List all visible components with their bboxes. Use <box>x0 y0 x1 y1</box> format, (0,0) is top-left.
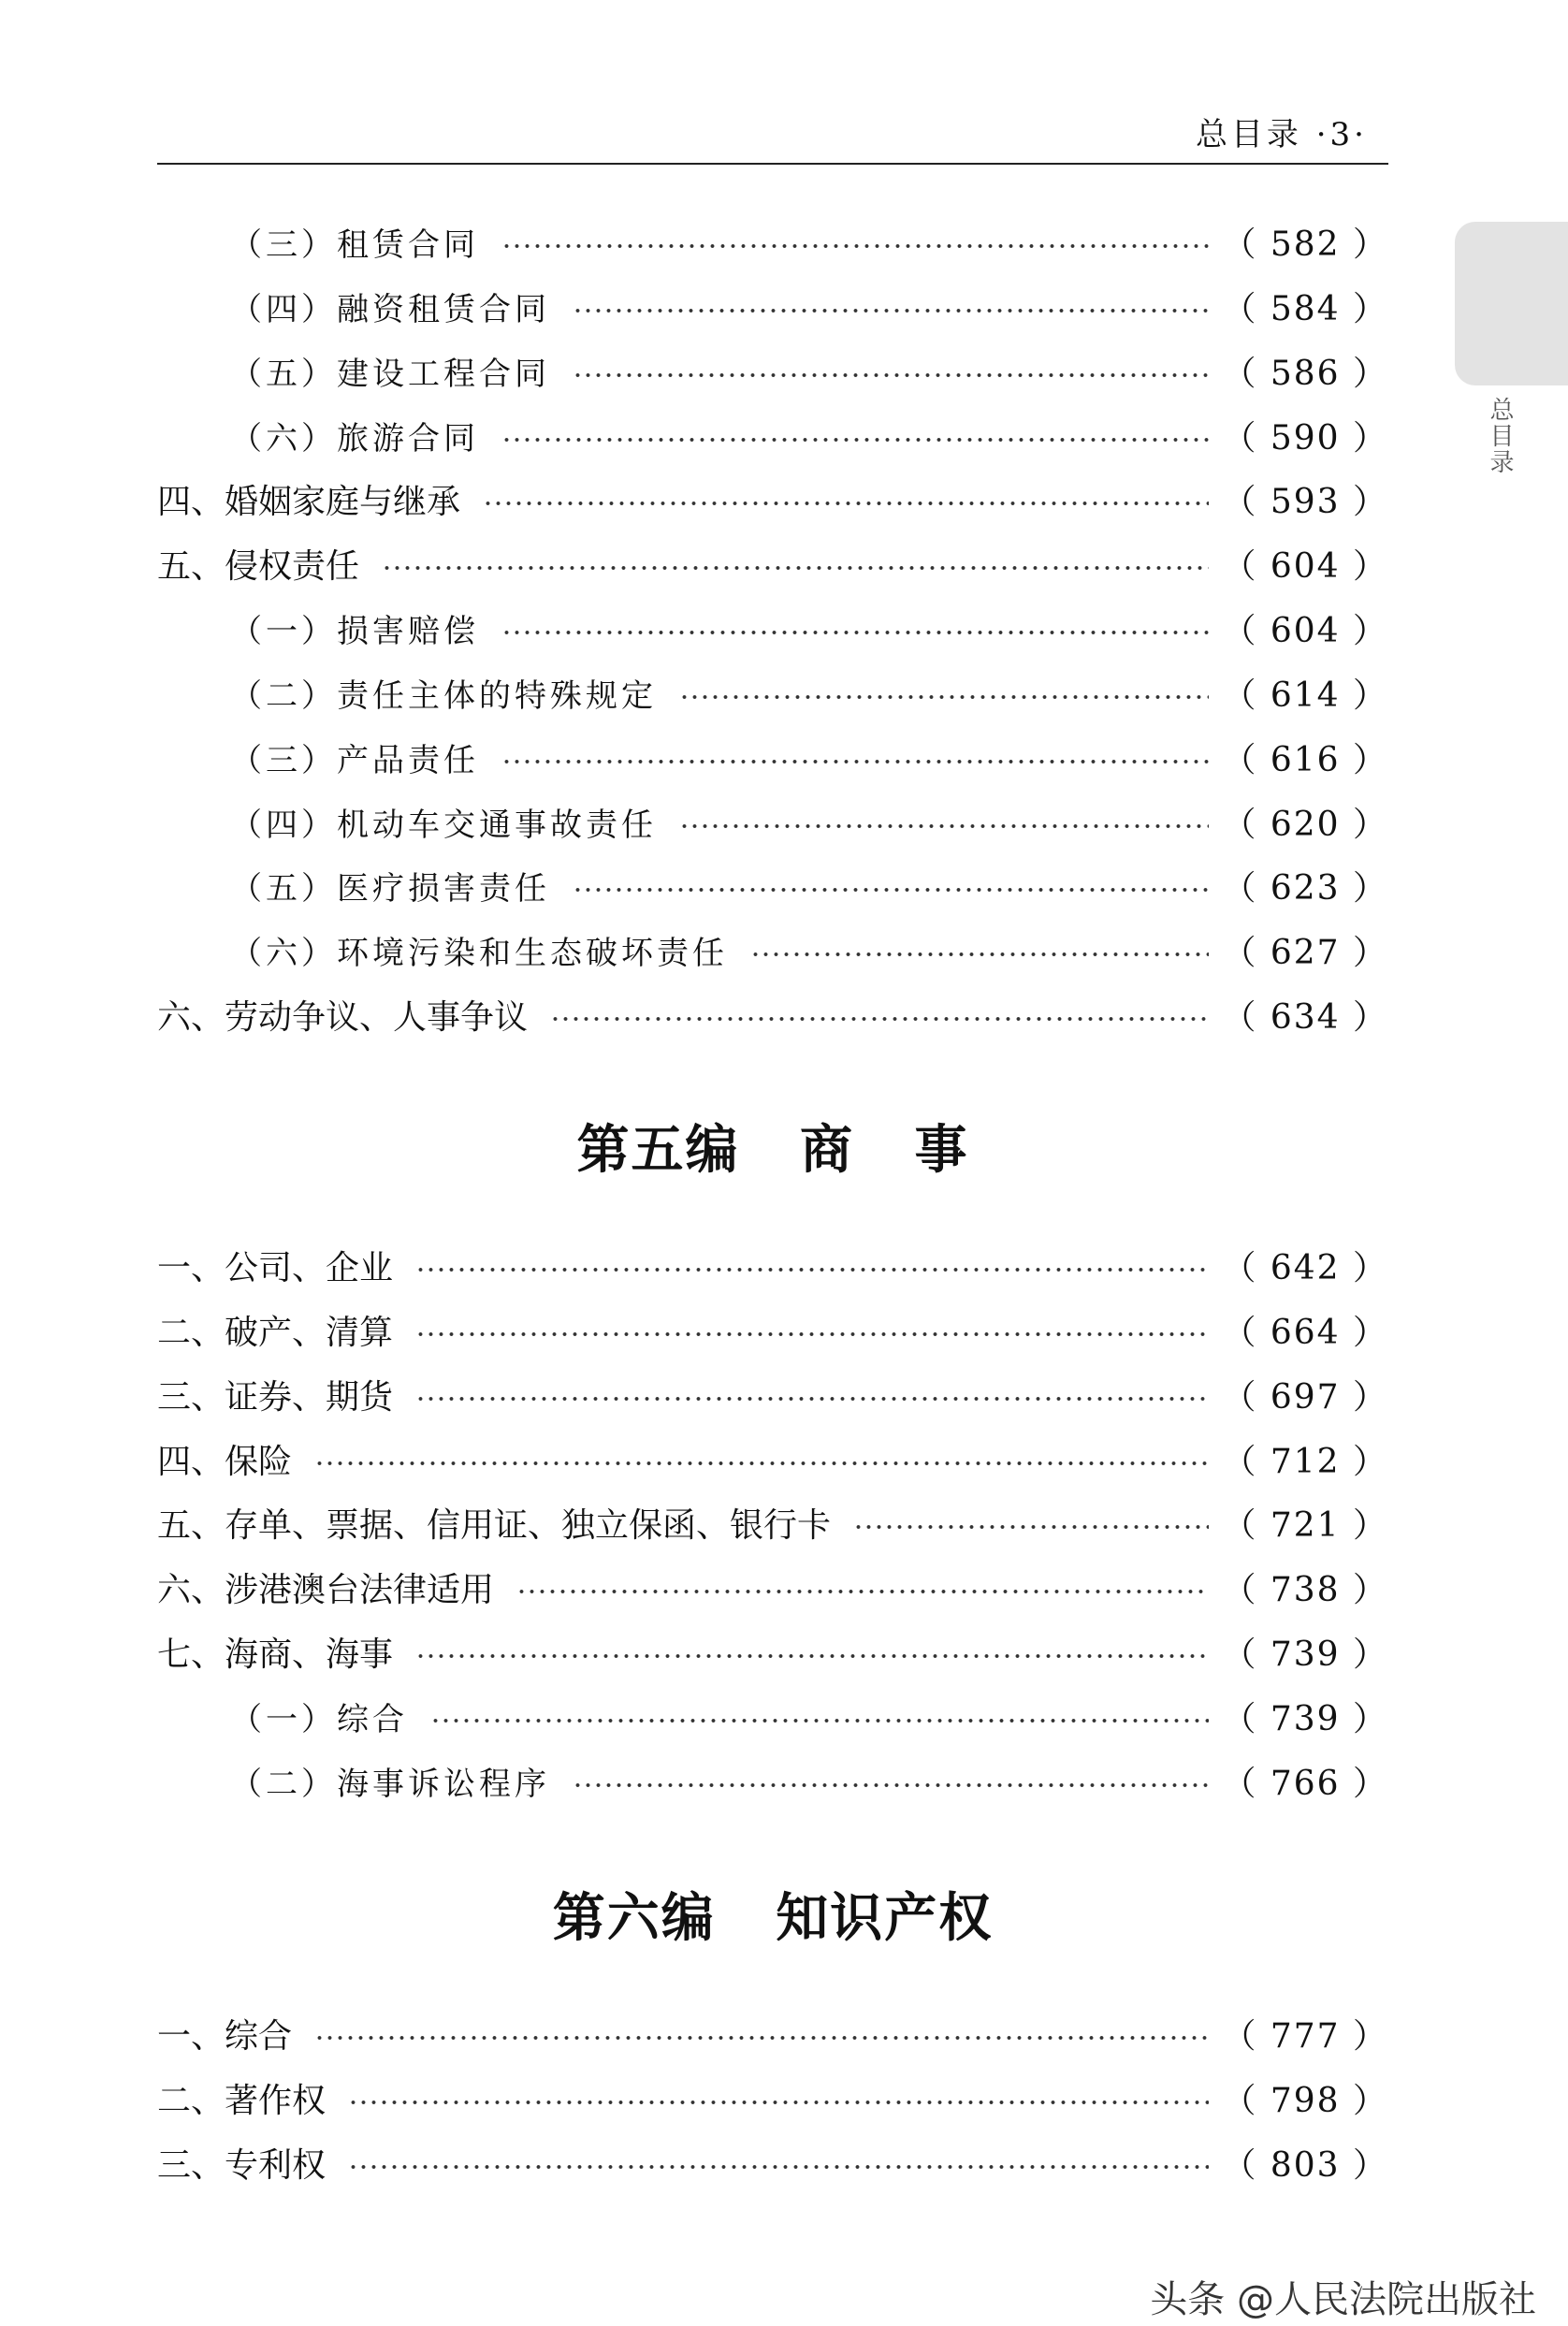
dot-leader <box>501 243 1209 249</box>
dot-leader <box>750 952 1209 957</box>
toc-entry-page: （ 798 ） <box>1222 2081 1388 2120</box>
toc-entry-title: （一）综合 <box>230 1700 408 1738</box>
toc-entry[interactable] <box>230 926 1388 973</box>
toc-entry[interactable] <box>157 1628 1388 1675</box>
page-header <box>157 105 1388 165</box>
dot-leader <box>516 1589 1209 1594</box>
toc-entry[interactable] <box>157 1242 1388 1288</box>
toc-entry[interactable] <box>157 2139 1388 2186</box>
part-heading: 第五编 商 事 <box>576 1120 969 1181</box>
toc-entry-page: （ 739 ） <box>1222 1699 1388 1738</box>
toc-entry-title: 一、公司、企业 <box>157 1248 394 1287</box>
toc-entry[interactable] <box>230 734 1388 780</box>
toc-entry-title: （四）融资租赁合同 <box>230 290 550 328</box>
toc-entry-title: （六）环境污染和生态破坏责任 <box>230 934 728 972</box>
toc-entry-page: （ 664 ） <box>1222 1313 1388 1352</box>
toc-entry-title: （六）旅游合同 <box>230 419 479 458</box>
dot-leader <box>483 501 1209 506</box>
toc-entry-title: 五、存单、票据、信用证、独立保函、银行卡 <box>157 1505 832 1545</box>
toc-entry[interactable] <box>230 347 1388 394</box>
dot-leader <box>348 2100 1209 2105</box>
toc-entry-title: 三、专利权 <box>157 2145 327 2185</box>
toc-entry[interactable] <box>157 1435 1388 1482</box>
toc-entry[interactable] <box>230 412 1388 458</box>
toc-entry-page: （ 721 ） <box>1222 1505 1388 1545</box>
toc-entry[interactable] <box>230 669 1388 716</box>
side-tab <box>1455 222 1568 385</box>
toc-entry[interactable] <box>230 862 1388 909</box>
toc-entry[interactable] <box>157 540 1388 587</box>
toc-entry[interactable] <box>230 218 1388 265</box>
toc-entry-page: （ 593 ） <box>1222 482 1388 521</box>
toc-entry-page: （ 642 ） <box>1222 1248 1388 1287</box>
toc-entry-page: （ 614 ） <box>1222 676 1388 715</box>
toc-entry-title: （五）医疗损害责任 <box>230 869 550 908</box>
toc-entry-title: 三、证券、期货 <box>157 1377 394 1417</box>
toc-entry-title: 二、著作权 <box>157 2081 327 2120</box>
dot-leader <box>415 1396 1209 1402</box>
dot-leader <box>415 1267 1209 1272</box>
toc-entry-page: （ 584 ） <box>1222 289 1388 328</box>
toc-entry[interactable] <box>230 798 1388 845</box>
toc-entry[interactable] <box>157 2010 1388 2057</box>
toc-entry[interactable] <box>157 1306 1388 1353</box>
dot-leader <box>430 1718 1209 1723</box>
toc-entry[interactable] <box>230 1693 1388 1739</box>
watermark: 头条 @人民法院出版社 <box>1150 2278 1536 2321</box>
toc-entry[interactable] <box>230 283 1388 329</box>
toc-entry-page: （ 697 ） <box>1222 1377 1388 1417</box>
dot-leader <box>348 2164 1209 2170</box>
toc-entry-title: （三）租赁合同 <box>230 225 479 264</box>
toc-entry-page: （ 590 ） <box>1222 418 1388 458</box>
dot-leader <box>415 1331 1209 1337</box>
toc-entry-title: （四）机动车交通事故责任 <box>230 806 657 844</box>
dot-leader <box>550 1016 1209 1022</box>
part-heading: 第六编 知识产权 <box>552 1888 994 1949</box>
toc-entry-page: （ 616 ） <box>1222 740 1388 779</box>
dot-leader <box>573 1782 1209 1788</box>
toc-entry-title: 六、涉港澳台法律适用 <box>157 1570 495 1609</box>
toc-entry[interactable] <box>157 2074 1388 2121</box>
toc-entry-title: 一、综合 <box>157 2016 293 2056</box>
header-title: 总目录 ·3· <box>1195 116 1368 153</box>
toc-entry-page: （ 623 ） <box>1222 868 1388 908</box>
dot-leader <box>573 372 1209 378</box>
toc-entry-title: （三）产品责任 <box>230 741 479 779</box>
toc-entry-title: （二）责任主体的特殊规定 <box>230 676 657 715</box>
dot-leader <box>314 1461 1209 1466</box>
dot-leader <box>679 823 1209 829</box>
dot-leader <box>573 308 1209 313</box>
dot-leader <box>501 759 1209 764</box>
toc-entry-title: 六、劳动争议、人事争议 <box>157 997 529 1037</box>
toc-entry-title: 五、侵权责任 <box>157 546 360 586</box>
dot-leader <box>573 887 1209 893</box>
toc-entry-title: 七、海商、海事 <box>157 1635 394 1674</box>
toc-entry[interactable] <box>230 604 1388 651</box>
toc-entry-title: （二）海事诉讼程序 <box>230 1765 550 1803</box>
toc-entry[interactable] <box>157 1499 1388 1546</box>
dot-leader <box>501 437 1209 443</box>
dot-leader <box>853 1524 1209 1530</box>
toc-entry-page: （ 604 ） <box>1222 611 1388 650</box>
toc-entry-page: （ 738 ） <box>1222 1570 1388 1609</box>
toc-entry[interactable] <box>230 1757 1388 1804</box>
toc-entry-page: （ 634 ） <box>1222 997 1388 1037</box>
dot-leader <box>501 630 1209 635</box>
dot-leader <box>382 565 1209 571</box>
toc-entry-title: 四、婚姻家庭与继承 <box>157 482 461 521</box>
toc-entry[interactable] <box>157 991 1388 1038</box>
toc-entry-title: （一）损害赔偿 <box>230 612 479 650</box>
toc-entry[interactable] <box>157 475 1388 522</box>
toc-entry-page: （ 777 ） <box>1222 2016 1388 2056</box>
toc-entry-page: （ 582 ） <box>1222 225 1388 264</box>
toc-entry[interactable] <box>157 1563 1388 1610</box>
toc-entry-page: （ 586 ） <box>1222 354 1388 393</box>
toc-entry[interactable] <box>157 1371 1388 1417</box>
toc-entry-title: 二、破产、清算 <box>157 1313 394 1352</box>
dot-leader <box>679 694 1209 700</box>
toc-entry-page: （ 620 ） <box>1222 805 1388 844</box>
toc-entry-page: （ 627 ） <box>1222 933 1388 972</box>
toc-entry-page: （ 803 ） <box>1222 2145 1388 2185</box>
toc-entry-title: 四、保险 <box>157 1442 293 1481</box>
toc-entry-title: （五）建设工程合同 <box>230 355 550 393</box>
toc-entry-page: （ 766 ） <box>1222 1764 1388 1803</box>
toc-entry-page: （ 739 ） <box>1222 1635 1388 1674</box>
dot-leader <box>314 2035 1209 2041</box>
dot-leader <box>415 1653 1209 1659</box>
toc-entry-page: （ 604 ） <box>1222 546 1388 586</box>
toc-entry-page: （ 712 ） <box>1222 1442 1388 1481</box>
side-tab-label: 总目录 <box>1486 397 1514 475</box>
